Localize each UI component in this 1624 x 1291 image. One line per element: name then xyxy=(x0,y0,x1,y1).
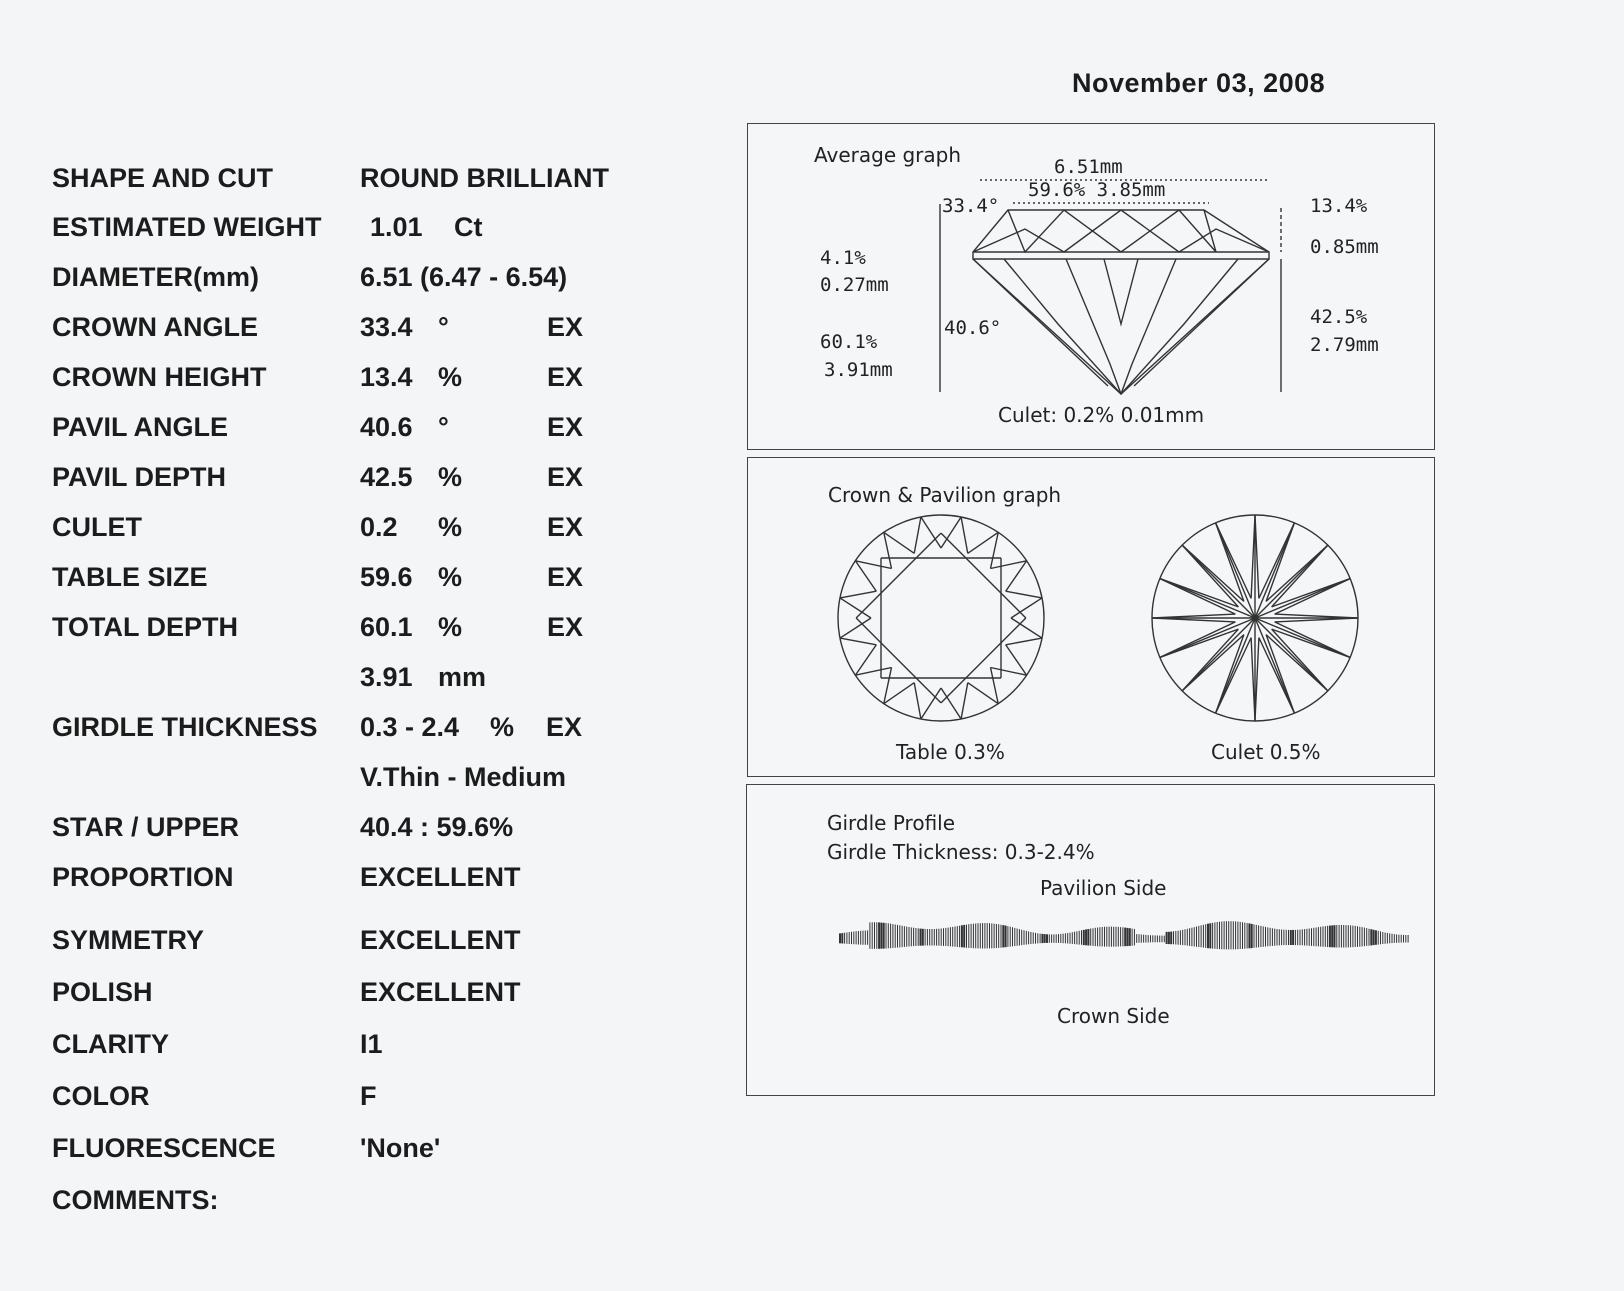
spec-label: TABLE SIZE xyxy=(52,562,208,592)
facet-line xyxy=(1266,523,1294,602)
facet-line xyxy=(990,667,1026,675)
spec-value: ROUND BRILLIANT xyxy=(360,163,609,193)
spec-value: I1 xyxy=(360,1029,383,1059)
pavilion-side-label: Pavilion Side xyxy=(1040,876,1167,900)
spec-value: 60.1 xyxy=(360,612,413,642)
crown-pavilion-graph-panel xyxy=(747,457,1435,777)
facet-line xyxy=(1255,618,1328,691)
spec-value: EXCELLENT xyxy=(360,977,521,1007)
pavilion-facet xyxy=(1104,259,1138,324)
facet-line xyxy=(855,645,876,675)
spec-label: GIRDLE THICKNESS xyxy=(52,712,318,742)
girdle-pct: 4.1% xyxy=(820,247,866,269)
spec-unit: % xyxy=(438,562,463,592)
facet-line xyxy=(914,517,921,553)
spec-unit: ° xyxy=(438,412,449,442)
facet-line xyxy=(884,532,892,568)
spec-value: 0.3 - 2.4 xyxy=(360,712,460,742)
culet-percent-label: Culet 0.5% xyxy=(1211,740,1321,764)
spec-label: FLUORESCENCE xyxy=(52,1133,276,1163)
spec-unit: mm xyxy=(438,662,487,692)
facet-line xyxy=(914,683,921,719)
outline-circle xyxy=(838,515,1044,721)
facet-line xyxy=(840,591,876,598)
spec-unit: % xyxy=(438,612,463,642)
spec-grade: EX xyxy=(547,612,584,642)
spec-label: POLISH xyxy=(52,977,153,1007)
total-depth-mm: 3.91mm xyxy=(824,359,893,381)
spec-label: CULET xyxy=(52,512,142,542)
spec-unit: Ct xyxy=(454,212,483,242)
spec-value: V.Thin - Medium xyxy=(360,762,567,792)
spec-value: 40.4 : 59.6% xyxy=(360,812,514,842)
facet-line xyxy=(1272,579,1351,607)
spec-value: F xyxy=(360,1081,377,1111)
spec-value: 59.6 xyxy=(360,562,413,592)
facet-line xyxy=(968,532,998,553)
facet-line xyxy=(884,667,892,703)
spec-value: 33.4 xyxy=(360,312,413,342)
spec-value: 3.91 xyxy=(360,662,413,692)
spec-label: CROWN ANGLE xyxy=(52,312,258,342)
facet-line xyxy=(1006,591,1042,598)
report-date: November 03, 2008 xyxy=(1072,68,1326,98)
spec-value: 13.4 xyxy=(360,362,413,392)
facet-line xyxy=(855,667,891,675)
total-depth-pct: 60.1% xyxy=(820,331,878,353)
spec-grade: EX xyxy=(547,412,584,442)
spec-grade: EX xyxy=(547,462,584,492)
facet-line xyxy=(884,532,914,553)
spec-label: COMMENTS: xyxy=(52,1185,219,1215)
spec-grade: EX xyxy=(547,562,584,592)
facet-line xyxy=(941,533,1026,618)
facet-line xyxy=(856,618,941,703)
average-graph-title: Average graph xyxy=(814,143,962,167)
facet-line xyxy=(1006,638,1042,645)
facet-line xyxy=(1182,618,1255,691)
table-label: 59.6% 3.85mm xyxy=(1028,179,1166,201)
spec-label: ESTIMATED WEIGHT xyxy=(52,212,322,242)
girdle-profile-trace xyxy=(840,921,1408,949)
crown-pavilion-diagram xyxy=(748,458,1434,776)
girdle-profile-title: Girdle Profile xyxy=(827,811,956,835)
pavilion-view-icon xyxy=(1152,515,1358,721)
spec-grade: EX xyxy=(547,362,584,392)
facet-line xyxy=(855,561,891,569)
pavilion-angle-label: 40.6° xyxy=(944,317,1002,339)
spec-unit: % xyxy=(490,712,515,742)
spec-value: 42.5 xyxy=(360,462,413,492)
crown-view-icon xyxy=(838,515,1044,721)
spec-value: EXCELLENT xyxy=(360,925,521,955)
facet-line xyxy=(961,683,968,719)
spec-grade: EX xyxy=(547,512,584,542)
crown-star-facets xyxy=(973,210,1269,252)
spec-unit: ° xyxy=(438,312,449,342)
facet-line xyxy=(968,683,998,704)
spec-label: STAR / UPPER xyxy=(52,812,240,842)
facet-line xyxy=(840,638,876,645)
facet-line xyxy=(1160,579,1239,607)
facet-line xyxy=(961,517,968,553)
facet-line xyxy=(1160,629,1239,657)
spec-label: CLARITY xyxy=(52,1029,169,1059)
facet-line xyxy=(941,618,1026,703)
spec-grade: EX xyxy=(546,712,583,742)
pavilion-facet xyxy=(1066,259,1121,394)
spec-grade: EX xyxy=(547,312,584,342)
pavilion-facet xyxy=(1121,259,1176,394)
crown-side-label: Crown Side xyxy=(1057,1004,1170,1028)
culet-label: Culet: 0.2% 0.01mm xyxy=(998,403,1205,427)
average-graph-panel xyxy=(747,123,1435,450)
crown-angle-label: 33.4° xyxy=(942,195,1000,217)
facet-line xyxy=(990,667,998,703)
specs-table xyxy=(50,0,690,1291)
spec-value: 0.2 xyxy=(360,512,398,542)
pavilion-depth-pct: 42.5% xyxy=(1310,306,1368,328)
facet-line xyxy=(1266,635,1294,714)
spec-value: EXCELLENT xyxy=(360,862,521,892)
spec-label: TOTAL DEPTH xyxy=(52,612,239,642)
girdle-profile-panel xyxy=(746,784,1435,1096)
spec-label: SYMMETRY xyxy=(52,925,205,955)
spec-unit: % xyxy=(438,462,463,492)
girdle-mm: 0.27mm xyxy=(820,274,889,296)
facet-line xyxy=(855,561,876,591)
facet-line xyxy=(884,683,914,704)
spec-value: 40.6 xyxy=(360,412,413,442)
spec-value: 1.01 xyxy=(370,212,423,242)
spec-unit: % xyxy=(438,512,463,542)
spec-value: 'None' xyxy=(360,1133,441,1163)
spec-label: PROPORTION xyxy=(52,862,234,892)
facet-line xyxy=(1216,635,1244,714)
facet-line xyxy=(1006,645,1027,675)
spec-unit: % xyxy=(438,362,463,392)
facet-line xyxy=(1216,523,1244,602)
crown-height-mm: 0.85mm xyxy=(1310,236,1379,258)
spec-label: CROWN HEIGHT xyxy=(52,362,267,392)
spec-label: SHAPE AND CUT xyxy=(52,163,274,193)
facet-line xyxy=(1255,545,1328,618)
crown-height-pct: 13.4% xyxy=(1310,195,1368,217)
spec-label: COLOR xyxy=(52,1081,150,1111)
pavilion-depth-mm: 2.79mm xyxy=(1310,334,1379,356)
facet-line xyxy=(856,533,941,618)
average-graph-diagram xyxy=(748,124,1434,449)
spec-label: DIAMETER(mm) xyxy=(52,262,259,292)
diameter-label: 6.51mm xyxy=(1054,156,1123,178)
spec-label: PAVIL DEPTH xyxy=(52,462,227,492)
spec-label: PAVIL ANGLE xyxy=(52,412,229,442)
facet-line xyxy=(990,561,1026,569)
pavilion-facet xyxy=(1134,259,1269,386)
girdle-thickness-label: Girdle Thickness: 0.3-2.4% xyxy=(827,840,1095,864)
facet-line xyxy=(990,532,998,568)
facet-line xyxy=(1006,561,1027,591)
table-percent-label: Table 0.3% xyxy=(896,740,1005,764)
crown-pavilion-title: Crown & Pavilion graph xyxy=(828,483,1062,507)
facet-line xyxy=(1182,545,1255,618)
facet-line xyxy=(1272,629,1351,657)
girdle-profile-diagram xyxy=(747,785,1434,1095)
spec-value: 6.51 (6.47 - 6.54) xyxy=(360,262,568,292)
